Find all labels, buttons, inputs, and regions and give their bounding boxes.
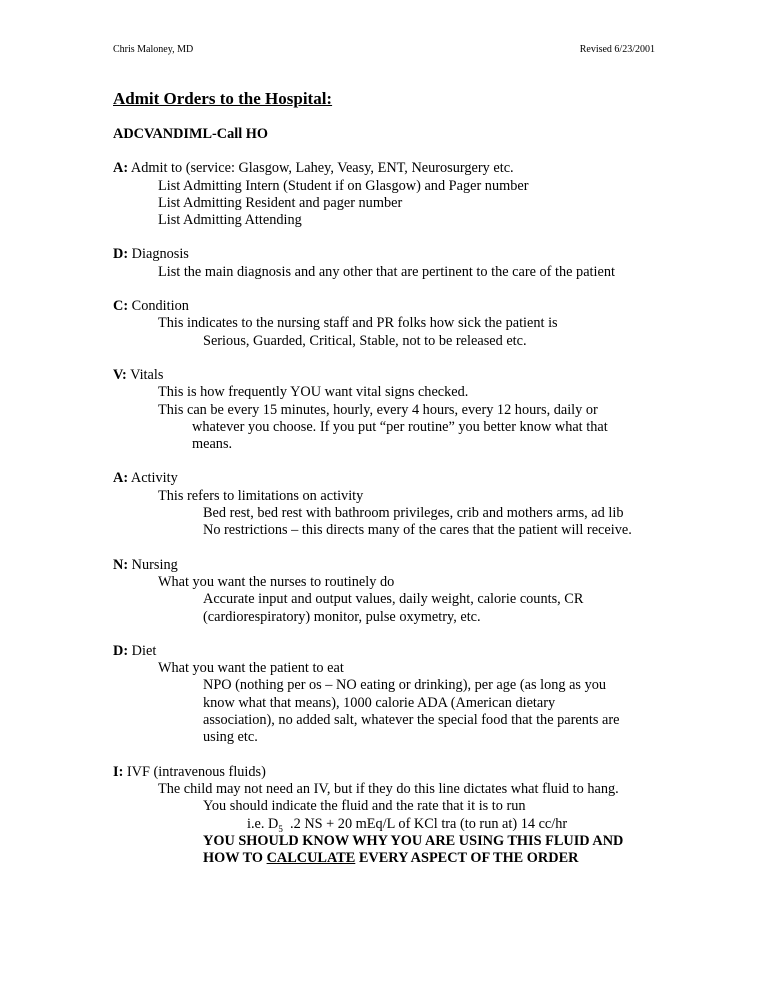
section-heading [113, 246, 673, 263]
section-heading [113, 367, 673, 384]
section-line: List Admitting Intern (Student if on Glasgow) and Pager number [158, 177, 529, 194]
mnemonic-subtitle: ADCVANDIML-Call HO [113, 126, 269, 142]
example-prefix: i.e. D [247, 815, 279, 832]
warning-line [113, 850, 673, 867]
warning-text: EVERY ASPECT OF THE ORDER [355, 850, 579, 867]
section-letter: A: [113, 160, 129, 177]
section-line: This is how frequently YOU want vital signs checked. [158, 384, 469, 401]
warning-text: HOW TO [203, 850, 267, 867]
section-title: Admit to (service: Glasgow, Lahey, Veasy, ENT, Neurosurgery etc. [130, 160, 514, 177]
section-letter: D: [113, 246, 129, 263]
example-subscript: 5 [278, 823, 283, 834]
section-title: Nursing [131, 556, 178, 573]
section-line: Accurate input and output values, daily weight, calorie counts, CR [203, 591, 584, 608]
section-line: List Admitting Resident and pager number [158, 194, 403, 211]
fluid-example [113, 816, 673, 833]
section-letter: V: [113, 366, 127, 383]
header-author: Chris Maloney, MD [113, 44, 194, 55]
warning-line: YOU SHOULD KNOW WHY YOU ARE USING THIS FLUID AND [203, 832, 624, 849]
section-title: Diagnosis [131, 246, 189, 263]
section-diet [113, 643, 673, 747]
section-line: List the main diagnosis and any other that are pertinent to the care of the patient [158, 263, 615, 280]
section-letter: D: [113, 642, 129, 659]
section-letter: N: [113, 556, 129, 573]
section-heading [113, 643, 673, 660]
section-line: This can be every 15 minutes, hourly, every 4 hours, every 12 hours, daily or [158, 401, 598, 418]
header-revised-date: Revised 6/23/2001 [579, 44, 655, 55]
section-line: What you want the nurses to routinely do [158, 573, 395, 590]
section-line: NPO (nothing per os – NO eating or drinking), per age (as long as you [203, 677, 607, 694]
section-line: What you want the patient to eat [158, 660, 344, 677]
warning-underlined: CALCULATE [266, 850, 356, 867]
section-title: Condition [131, 298, 189, 315]
section-line: know what that means), 1000 calorie ADA (American dietary [203, 694, 556, 711]
section-diagnosis [113, 246, 673, 281]
section-line: You should indicate the fluid and the rate that it is to run [203, 798, 526, 815]
section-heading [113, 557, 673, 574]
section-title: IVF (intravenous fluids) [126, 763, 266, 780]
section-line: using etc. [203, 729, 258, 746]
section-nursing [113, 557, 673, 626]
section-vitals [113, 367, 673, 453]
section-line: List Admitting Attending [158, 212, 302, 229]
section-line: whatever you choose. If you put “per routine” you better know what that [192, 418, 608, 435]
section-line: The child may not need an IV, but if they do this line dictates what fluid to hang. [158, 780, 619, 797]
section-line: Bed rest, bed rest with bathroom privileges, crib and mothers arms, ad lib [203, 505, 624, 522]
example-rest: .2 NS + 20 mEq/L of KCl tra (to run at) 14 cc/hr [282, 815, 568, 832]
section-line: Serious, Guarded, Critical, Stable, not to be released etc. [203, 332, 527, 349]
section-line: (cardiorespiratory) monitor, pulse oxymetry, etc. [203, 608, 481, 625]
section-condition [113, 298, 673, 350]
section-heading [113, 764, 673, 781]
section-line: means. [192, 436, 233, 453]
section-letter: A: [113, 470, 129, 487]
section-heading [113, 470, 673, 487]
section-letter: I: [113, 763, 124, 780]
page-title: Admit Orders to the Hospital: [113, 89, 333, 108]
section-activity [113, 470, 673, 539]
document-body [113, 126, 673, 884]
section-line: association), no added salt, whatever the special food that the parents are [203, 712, 620, 729]
section-line: No restrictions – this directs many of the cares that the patient will receive. [203, 522, 632, 539]
section-line: This indicates to the nursing staff and PR folks how sick the patient is [158, 315, 558, 332]
section-admit [113, 160, 673, 229]
section-heading [113, 298, 673, 315]
section-title: Activity [130, 470, 178, 487]
section-heading [113, 160, 673, 177]
section-title: Vitals [130, 366, 164, 383]
section-line: This refers to limitations on activity [158, 487, 364, 504]
section-ivf [113, 764, 673, 868]
section-title: Diet [131, 642, 157, 659]
section-letter: C: [113, 298, 129, 315]
